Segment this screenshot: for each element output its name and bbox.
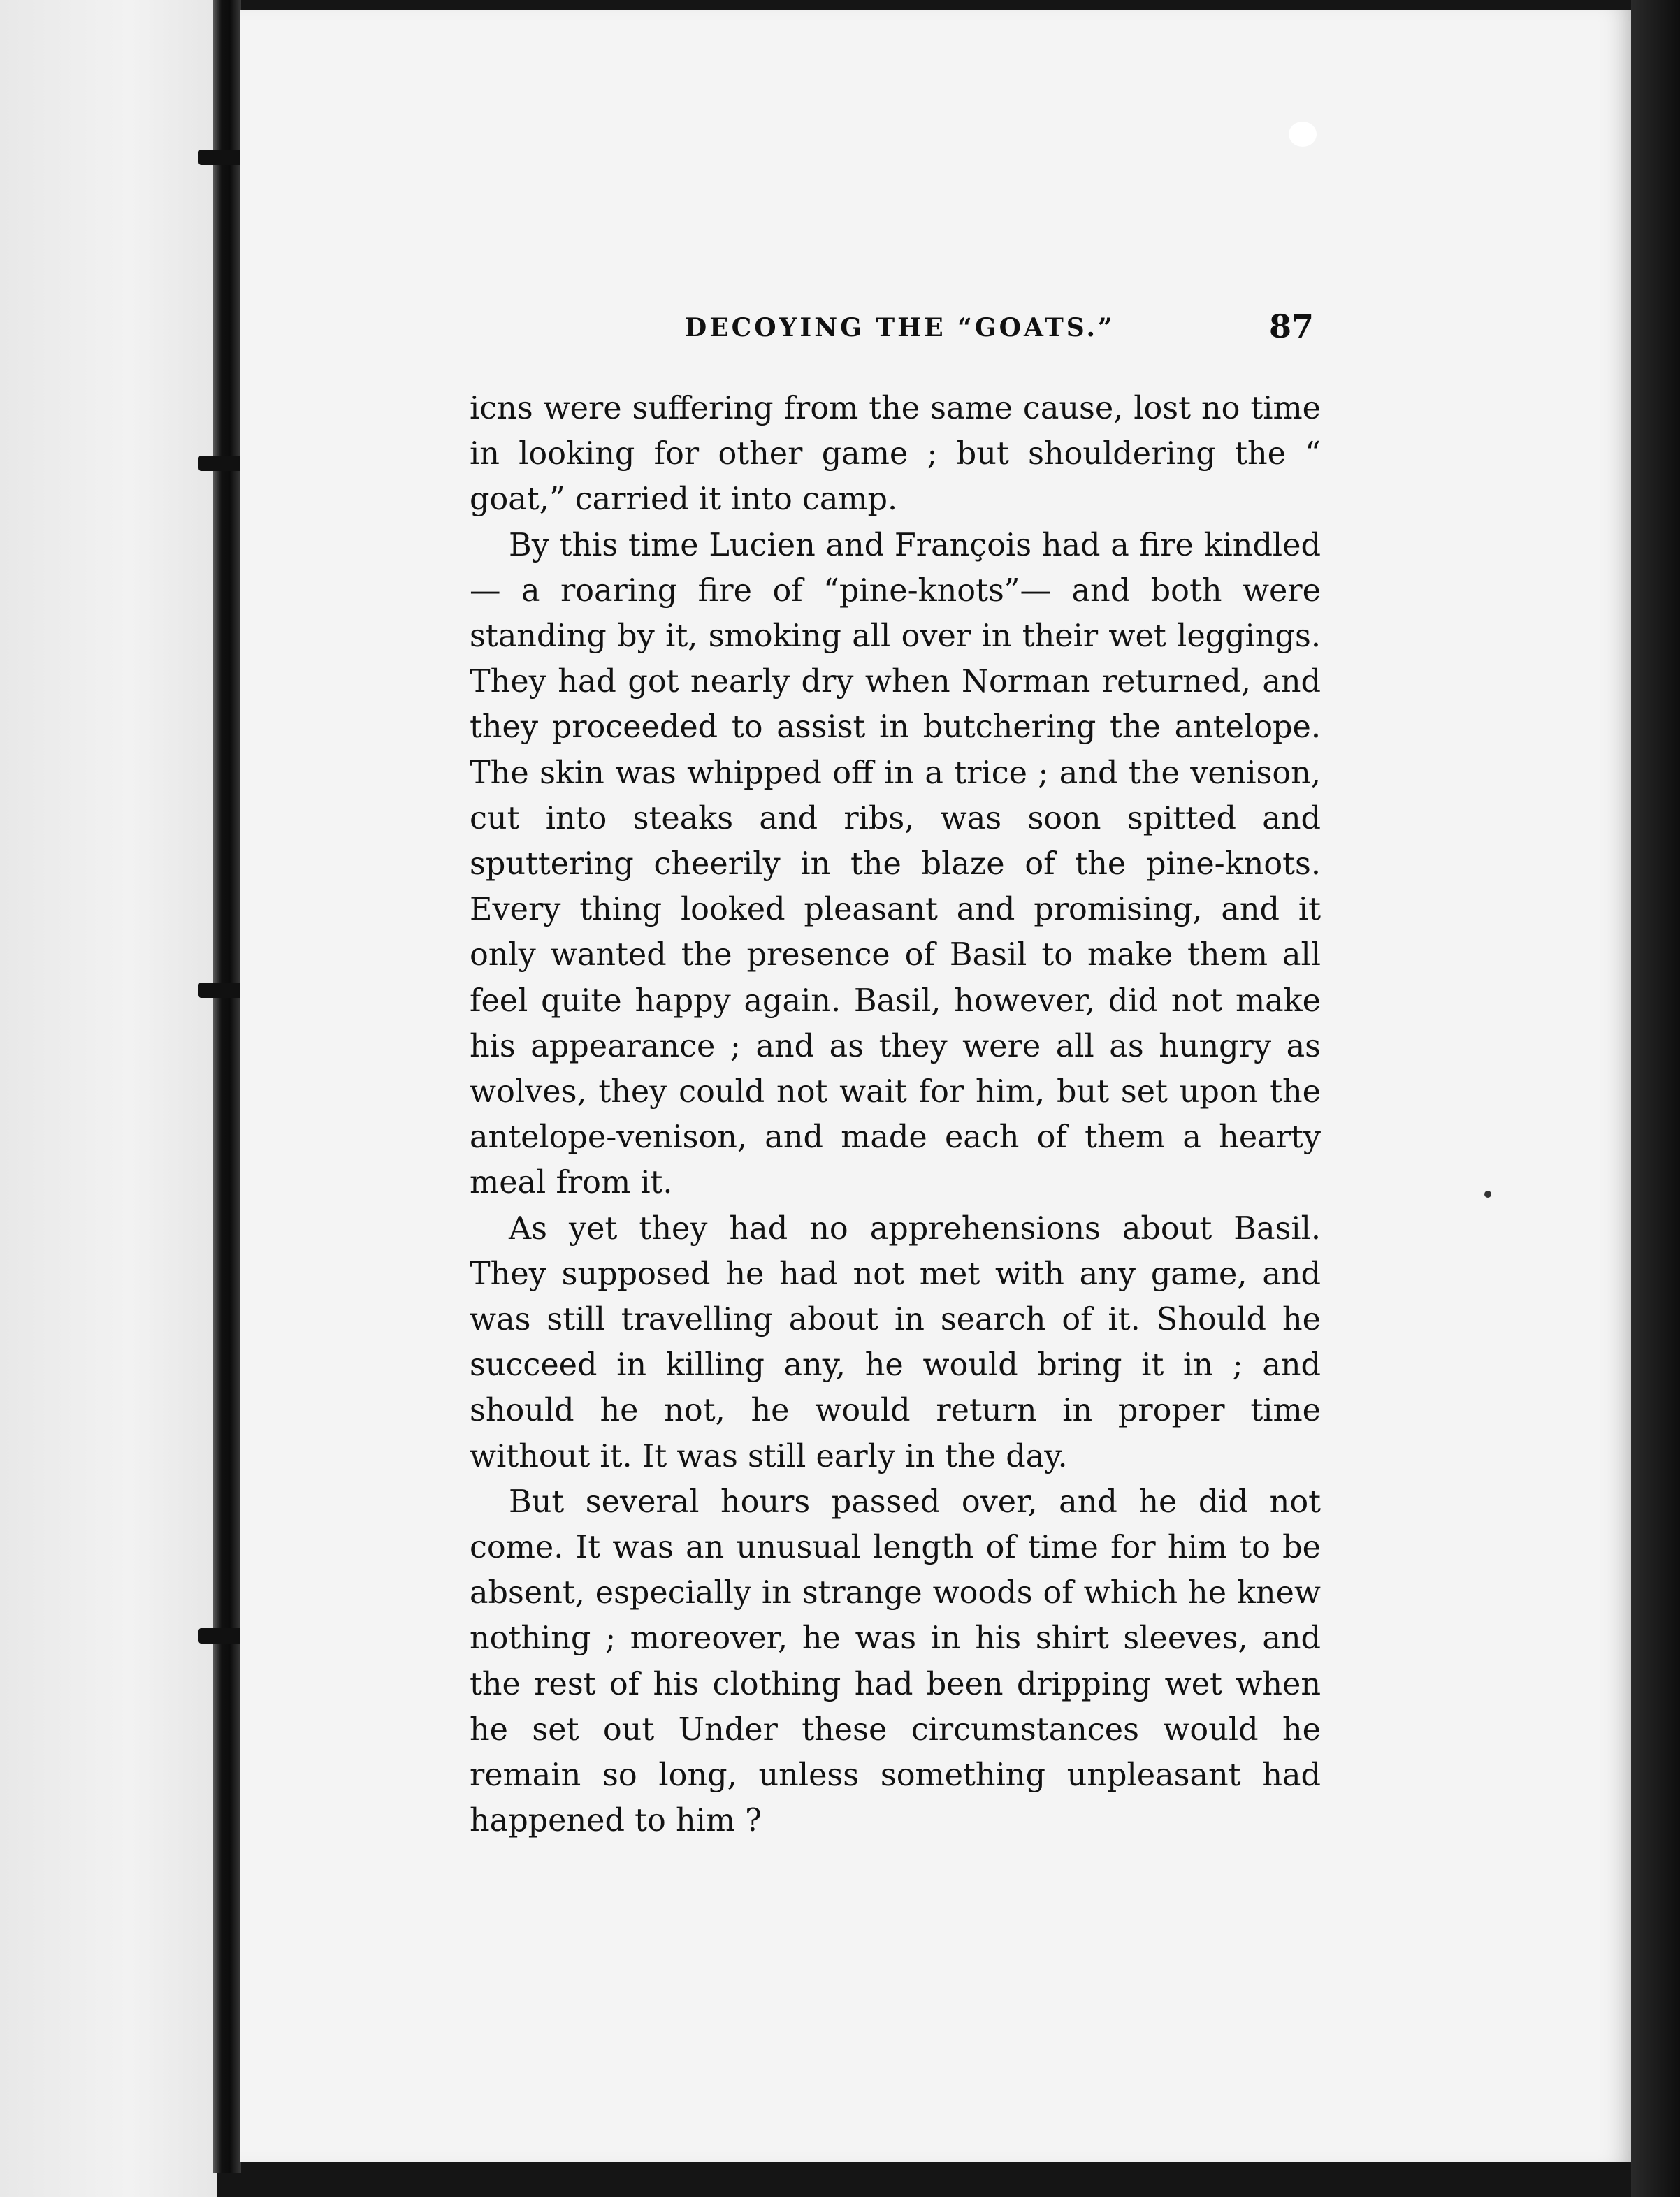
binding-gutter bbox=[213, 0, 241, 2173]
paragraph: By this time Lucien and François had a fire kindled — a roaring fire of “pine-knots”— and both were standing by it, smoking all over in their wet leggings. They had got nearly dry when Norman returned, and they proceeded to assist in butchering the antelope. The skin was whipped off in a trice ; and the venison, cut into steaks and ribs, was soon spitted and sputtering cheerily in the blaze of the pine-knots. Every thing looked pleasant and promising, and it only wanted the presence of Basil to make them all feel quite happy again. Basil, however, did not make his appearance ; and as they were all as hungry as wolves, they could not wait for him, but set upon the antelope-venison, and made each of them a hearty meal from it. bbox=[470, 527, 1321, 1201]
running-title: DECOYING THE “GOATS.” bbox=[685, 313, 1115, 342]
body-text bbox=[470, 386, 1321, 1844]
paragraph: As yet they had no apprehensions about Basil. They supposed he had not met with any game, and was still travelling about in search of it. Should he succeed in killing any, he would bring it in ; and should he not, he would return in proper time without it. It was still early in the day. bbox=[470, 1210, 1321, 1474]
paragraph: icns were suffering from the same cause, lost no time in looking for other game ; but shouldering the “ goat,” carried it into camp. bbox=[470, 391, 1321, 518]
paper-blemish bbox=[1484, 1191, 1491, 1198]
binding-thread bbox=[198, 456, 245, 471]
paragraph: But several hours passed over, and he did not come. It was an unusual length of time for him to be absent, especially in strange woods of which he knew nothing ; moreover, he was in his shirt sleeves, and the rest of his clothing had been dripping wet when he set out Under these circumstances would he remain so long, unless something unpleasant had happened to him ? bbox=[470, 1484, 1321, 1839]
paper-blemish bbox=[1289, 122, 1317, 147]
facing-page-edge bbox=[0, 0, 217, 2197]
running-head bbox=[685, 307, 1314, 349]
binding-thread bbox=[198, 150, 245, 165]
binding-thread bbox=[198, 1628, 245, 1644]
page-number: 87 bbox=[1268, 307, 1314, 345]
binding-thread bbox=[198, 983, 245, 998]
scan-border-right bbox=[1631, 0, 1680, 2197]
